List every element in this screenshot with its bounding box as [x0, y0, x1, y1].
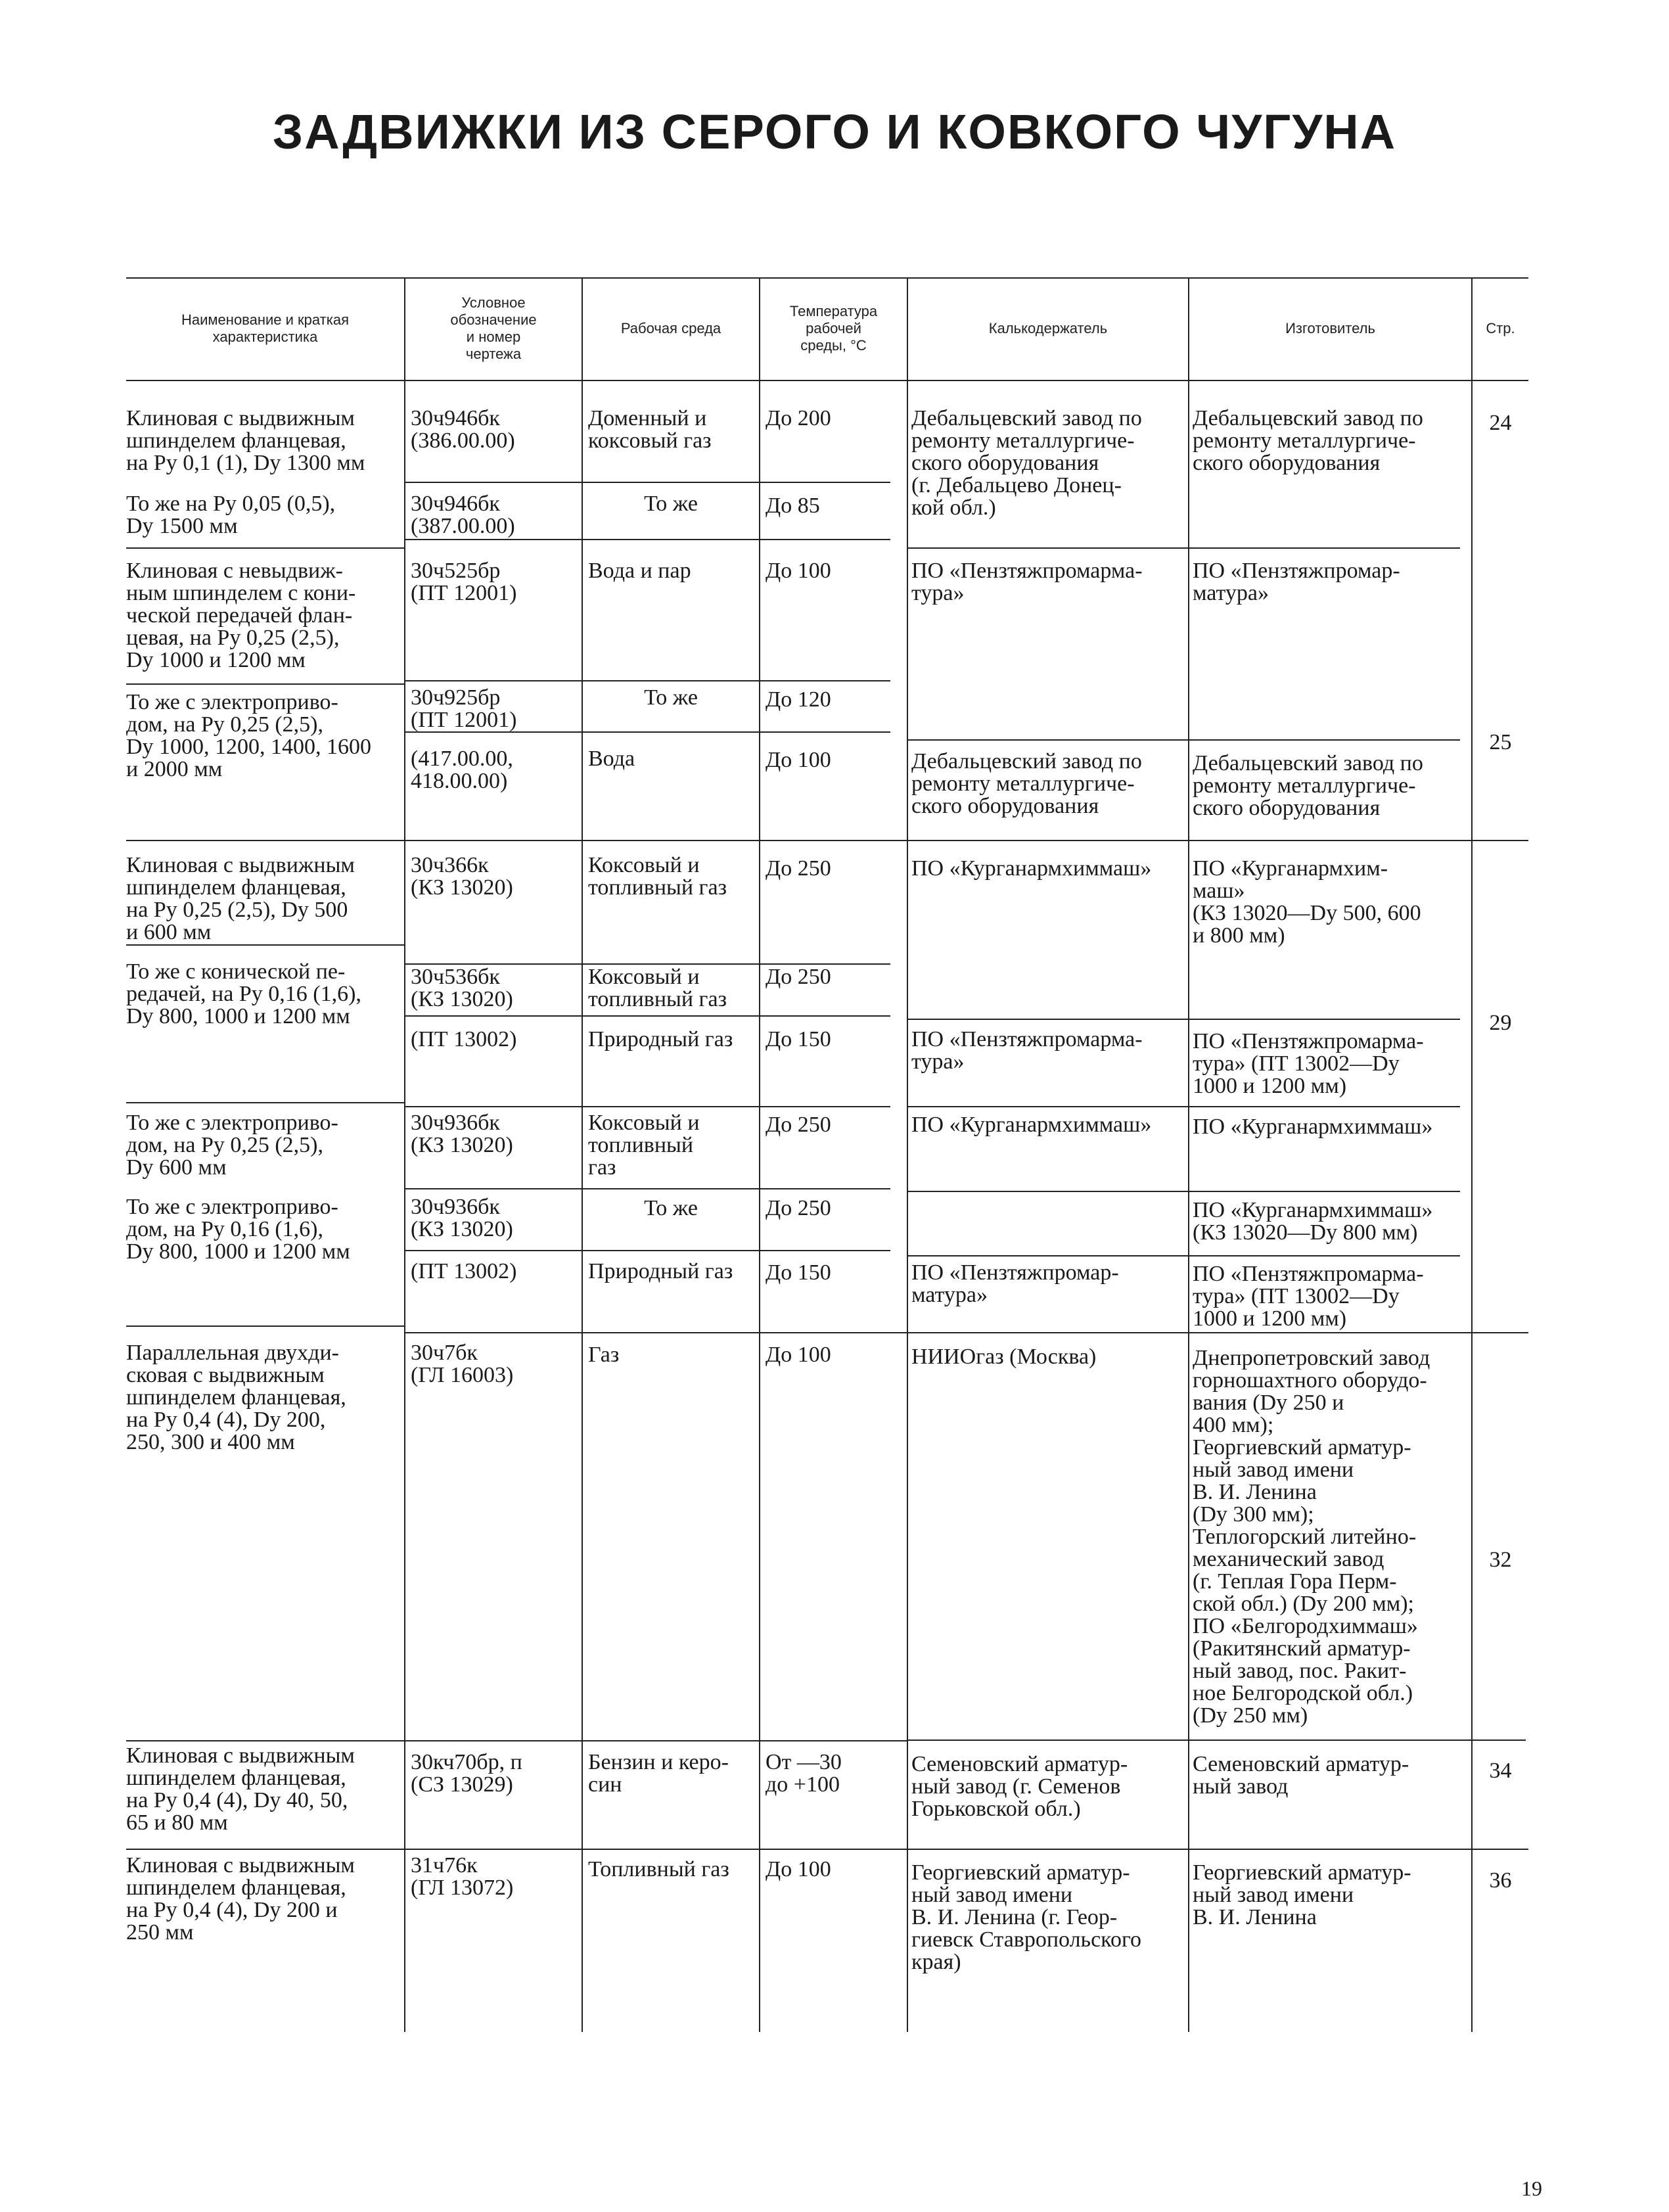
row-rule — [126, 1849, 1528, 1850]
row-rule — [404, 1015, 890, 1017]
cell-maker: ПО «Курганармхиммаш» — [1193, 1115, 1433, 1139]
cell-temperature: До 100 — [766, 1857, 831, 1881]
cell-name: То же на Pу 0,05 (0,5), Dу 1500 мм — [126, 492, 336, 538]
row-rule — [908, 1191, 1460, 1192]
cell-maker: Дебальцевский завод по ремонту металлургиче- ского оборудования — [1193, 406, 1423, 475]
page-number: 19 — [1521, 2177, 1542, 2200]
cell-temperature: До 150 — [766, 1260, 831, 1285]
cell-name: То же с электроприво- дом, на Pу 0,25 (2,5), Dу 600 мм — [126, 1111, 338, 1180]
cell-maker: ПО «Пензтяжпромар- матура» — [1193, 559, 1400, 605]
column-rule — [1188, 277, 1189, 2032]
cell-page: 24 — [1489, 411, 1512, 435]
cell-holder: ПО «Пензтяжпромар- матура» — [911, 1260, 1119, 1307]
cell-name: То же с электроприво- дом, на Pу 0,16 (1,6), Dу 800, 1000 и 1200 мм — [126, 1195, 350, 1264]
column-rule — [582, 277, 583, 2032]
cell-temperature: До 100 — [766, 559, 831, 583]
cell-medium: Газ — [588, 1343, 620, 1367]
cell-temperature: До 100 — [766, 748, 831, 772]
cell-name: Клиновая с выдвижным шпинделем фланцевая, на Pу 0,4 (4), Dу 40, 50, 65 и 80 мм — [126, 1743, 355, 1835]
cell-designation: 30ч936бк (КЗ 13020) — [411, 1195, 513, 1241]
header-name: Наименование и краткая характеристика — [181, 311, 349, 345]
cell-name: Клиновая с невыдвиж- ным шпинделем с кони- ческой передачей флан- цевая, на Pу 0,25 (2,5), Dу 1000 и 1200 мм — [126, 559, 356, 672]
cell-medium: Коксовый и топливный газ — [588, 965, 727, 1011]
cell-holder: Дебальцевский завод по ремонту металлургиче- ского оборудования — [911, 749, 1142, 818]
cell-designation: (ПТ 13002) — [411, 1259, 517, 1283]
cell-designation: (417.00.00, 418.00.00) — [411, 747, 513, 793]
cell-temperature: До 150 — [766, 1027, 831, 1051]
column-rule — [759, 277, 760, 2032]
cell-maker: Дебальцевский завод по ремонту металлургиче- ского оборудования — [1193, 751, 1423, 820]
cell-holder: Георгиевский арматур- ный завод имени В. И. Ленина (г. Геор- гиевск Ставропольского края) — [911, 1860, 1142, 1974]
cell-designation: 30ч366к (КЗ 13020) — [411, 853, 513, 900]
row-rule — [126, 1102, 404, 1103]
row-rule — [126, 840, 1528, 841]
row-rule — [908, 739, 1460, 741]
header-page: Стр. — [1486, 320, 1515, 336]
cell-medium: Доменный и коксовый газ — [588, 406, 712, 453]
row-rule — [126, 547, 404, 549]
row-rule — [126, 683, 404, 685]
cell-maker: ПО «Курганармхиммаш» (КЗ 13020—Dу 800 мм) — [1193, 1198, 1433, 1245]
header-bottom-rule — [126, 380, 1528, 381]
cell-page: 36 — [1489, 1868, 1512, 1893]
row-rule — [404, 1250, 890, 1251]
page-title: ЗАДВИЖКИ ИЗ СЕРОГО И КОВКОГО ЧУГУНА — [272, 104, 1397, 159]
row-rule — [908, 1019, 1460, 1020]
cell-medium: Вода и пар — [588, 559, 691, 583]
row-rule — [404, 1332, 1528, 1333]
cell-name: То же с конической пе- редачей, на Pу 0,16 (1,6), Dу 800, 1000 и 1200 мм — [126, 959, 361, 1028]
header-maker: Изготовитель — [1285, 320, 1375, 336]
cell-holder: ПО «Пензтяжпромарма- тура» — [911, 559, 1143, 605]
cell-name: Параллельная двухди- сковая с выдвижным шпинделем фланцевая, на Pу 0,4 (4), Dу 200, 250, 300 и 400 мм — [126, 1341, 346, 1454]
row-rule — [404, 539, 890, 540]
cell-medium: Коксовый и топливный газ — [588, 1111, 700, 1180]
cell-medium: То же — [644, 685, 698, 710]
cell-maker: Семеновский арматур- ный завод — [1193, 1752, 1409, 1799]
cell-temperature: До 250 — [766, 1113, 831, 1137]
cell-designation: 30ч525бр (ПТ 12001) — [411, 559, 517, 605]
cell-medium: То же — [644, 1196, 698, 1220]
cell-page: 25 — [1489, 730, 1512, 754]
cell-holder: Дебальцевский завод по ремонту металлургиче- ского оборудования (г. Дебальцево Донец- кой обл.) — [911, 406, 1142, 520]
row-rule — [404, 1188, 890, 1189]
row-rule — [126, 1740, 908, 1741]
cell-designation: 30ч946бк (386.00.00) — [411, 406, 515, 453]
cell-temperature: До 250 — [766, 965, 831, 989]
cell-designation: 30ч536бк (КЗ 13020) — [411, 965, 513, 1011]
cell-holder: ПО «Курганармхиммаш» — [911, 856, 1152, 881]
row-rule — [908, 1740, 1526, 1741]
row-rule — [908, 547, 1460, 549]
cell-designation: 30кч70бр, п (СЗ 13029) — [411, 1750, 522, 1797]
cell-medium: Бензин и керо- син — [588, 1750, 729, 1797]
cell-holder: ПО «Курганармхиммаш» — [911, 1113, 1152, 1137]
cell-temperature: До 120 — [766, 687, 831, 712]
cell-medium: То же — [644, 492, 698, 516]
cell-holder: ПО «Пензтяжпромарма- тура» — [911, 1027, 1143, 1074]
cell-medium: Вода — [588, 747, 635, 771]
cell-temperature: До 200 — [766, 406, 831, 430]
cell-temperature: До 250 — [766, 1196, 831, 1220]
cell-maker: ПО «Пензтяжпромарма- тура» (ПТ 13002—Dу 1000 и 1200 мм) — [1193, 1262, 1424, 1331]
cell-page: 34 — [1489, 1759, 1512, 1783]
cell-medium: Природный газ — [588, 1027, 733, 1051]
cell-temperature: До 100 — [766, 1343, 831, 1367]
cell-page: 29 — [1489, 1011, 1512, 1035]
cell-medium: Коксовый и топливный газ — [588, 853, 727, 900]
row-rule — [126, 944, 404, 946]
cell-holder: Семеновский арматур- ный завод (г. Семенов Горьковской обл.) — [911, 1752, 1128, 1821]
row-rule — [404, 1106, 890, 1107]
column-rule — [404, 277, 405, 2032]
cell-holder: НИИОгаз (Москва) — [911, 1345, 1097, 1369]
cell-temperature: До 250 — [766, 856, 831, 881]
row-rule — [126, 1325, 404, 1327]
row-rule — [404, 680, 890, 681]
row-rule — [908, 1106, 1460, 1107]
cell-designation: 30ч7бк (ГЛ 16003) — [411, 1341, 514, 1387]
row-rule — [404, 482, 890, 483]
header-designation: Условное обозначение и номер чертежа — [450, 294, 537, 362]
cell-maker: Днепропетровский завод горношахтного оборудо- вания (Dу 250 и 400 мм); Георгиевский арматур- ный завод имени В. И. Ленина (Dу 300 мм); Теплогорский литейно- механический завод (г. Теплая Гора Перм- ской обл.) (Dу 200 мм); ПО «Белгородхиммаш» (Ракитянский арматур- ный завод, пос. Ракит- ное Белгородской обл.) (Dу 250 мм) — [1193, 1346, 1430, 1728]
header-holder: Калькодержатель — [988, 320, 1108, 336]
cell-page: 32 — [1489, 1548, 1512, 1572]
cell-designation: 30ч925бр (ПТ 12001) — [411, 685, 517, 732]
column-rule — [907, 277, 908, 2032]
cell-name: Клиновая с выдвижным шпинделем фланцевая, на Pу 0,4 (4), Dу 200 и 250 мм — [126, 1853, 355, 1945]
cell-maker: ПО «Курганармхим- маш» (КЗ 13020—Dу 500, 600 и 800 мм) — [1193, 856, 1421, 948]
cell-designation: 30ч946бк (387.00.00) — [411, 492, 515, 538]
row-rule — [908, 1255, 1460, 1256]
cell-name: Клиновая с выдвижным шпинделем фланцевая, на Pу 0,1 (1), Dу 1300 мм — [126, 406, 365, 475]
cell-maker: ПО «Пензтяжпромарма- тура» (ПТ 13002—Dу 1000 и 1200 мм) — [1193, 1029, 1424, 1098]
header-temperature: Температура рабочей среды, °C — [789, 303, 878, 354]
cell-temperature: До 85 — [766, 494, 820, 518]
cell-medium: Природный газ — [588, 1259, 733, 1283]
cell-temperature: От —30 до +100 — [766, 1750, 842, 1797]
cell-designation: 30ч936бк (КЗ 13020) — [411, 1111, 513, 1157]
header-medium: Рабочая среда — [620, 320, 721, 336]
cell-name: Клиновая с выдвижным шпинделем фланцевая, на Pу 0,25 (2,5), Dу 500 и 600 мм — [126, 853, 355, 944]
cell-name: То же с электроприво- дом, на Pу 0,25 (2,5), Dу 1000, 1200, 1400, 1600 и 2000 мм — [126, 690, 372, 781]
cell-designation: 31ч76к (ГЛ 13072) — [411, 1853, 514, 1900]
cell-medium: Топливный газ — [588, 1857, 729, 1881]
cell-maker: Георгиевский арматур- ный завод имени В. И. Ленина — [1193, 1860, 1411, 1929]
cell-designation: (ПТ 13002) — [411, 1027, 517, 1051]
